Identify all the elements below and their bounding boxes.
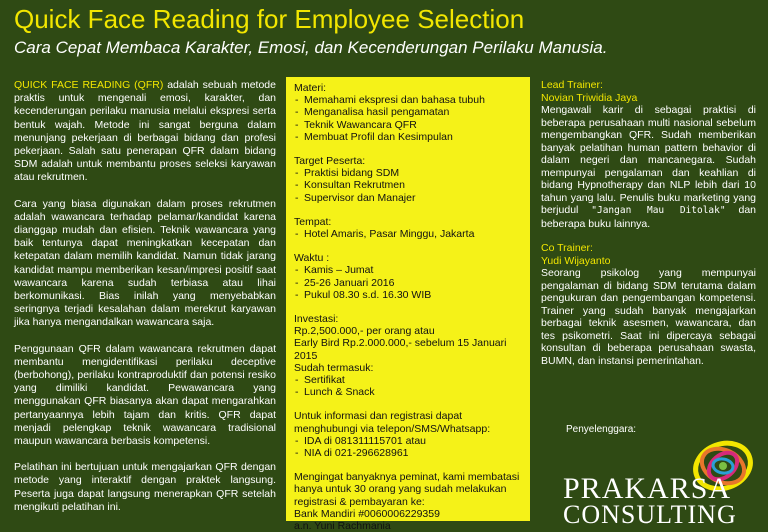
interview-paragraph: Cara yang biasa digunakan dalam proses rekrutmen adalah wawancara terhadap pelamar/kandidat karena dianggap mudah dan efisien. Teknik wawancara yang baik tentunya dapat meningkatkan kecepatan dan ketepatan dalam memilih kandidat. Namun tidak jarang kandidat mampu memberikan kesan/impresi positif saat wawancara karena sudah terbiasa atau lihai berkomunikasi. Bias inilah yang menyebabkan seringnya terjadi kesalahan dalam merekrut karyawan jika hanya mengandalkan wawancara saja. <box>14 197 276 329</box>
list-item: - Membuat Profil dan Kesimpulan <box>294 131 522 143</box>
qfr-usage-paragraph: Penggunaan QFR dalam wawancara rekrutmen dapat membantu mengidentifikasi perilaku deceptive (berbohong), perilaku kontraproduktif dan potensi resiko yang dimiliki kandidat. Pewawancara yang menggunakan QFR biasanya akan dapat mengarahkan pertanyaannya lebih tajam dan kritis. QFR dapat menjadi pelengkap teknik wawancara tradisional maupun wawancara berbasis kompetensi. <box>14 342 276 448</box>
materi-label: Materi: <box>294 82 327 94</box>
tempat-label: Tempat: <box>294 215 332 228</box>
target-section <box>294 155 522 204</box>
list-item: - Sertifikat <box>294 374 522 386</box>
kontak-text: Untuk informasi dan registrasi dapat menghubungi via telepon/SMS/Whatsapp: <box>294 410 491 435</box>
book-title: "Jangan Mau Ditolak" <box>591 205 726 216</box>
investasi-list <box>294 374 522 398</box>
waktu-section <box>294 252 522 301</box>
list-item: - Kamis – Jumat <box>294 264 522 276</box>
tempat-section <box>294 216 522 240</box>
target-list <box>294 167 522 204</box>
target-label: Target Peserta: <box>294 155 366 168</box>
qfr-term: QUICK FACE READING (QFR) <box>14 79 164 91</box>
kontak-section <box>294 410 522 459</box>
page-title: Quick Face Reading for Employee Selection <box>14 4 525 34</box>
list-item: - 25-26 Januari 2016 <box>294 277 522 289</box>
lead-trainer-bio <box>541 104 756 230</box>
tempat-list <box>294 228 522 240</box>
page-subtitle: Cara Cepat Membaca Karakter, Emosi, dan Kecenderungan Perilaku Manusia. <box>14 38 608 57</box>
co-trainer-name: Yudi Wijayanto <box>541 254 611 267</box>
materi-list <box>294 94 522 143</box>
event-info-box <box>286 77 530 532</box>
intro-paragraph <box>14 79 276 185</box>
lead-bio-text: Mengawali karir di sebagai praktisi di beberapa perusahaan multi nasional sebelum mengembangkan QFR. Sudah memberikan banyak pelatihan human pattern behavior di dalam negeri dan mancanegara. Sudah mempunyai pengalaman dan keahlian di bidang Hypnotherapy dan NLP lebih dari 10 tahun yang lalu. Penulis buku marketing yang berjudul <box>541 104 756 216</box>
investasi-text: Rp.2,500.000,- per orang atau Early Bird Rp.2.000.000,- sebelum 15 Januari 2015 Sudah termasuk: <box>294 325 507 374</box>
list-item: - Praktisi bidang SDM <box>294 167 522 179</box>
list-item: - Memahami ekspresi dan bahasa tubuh <box>294 94 522 106</box>
list-item: - Pukul 08.30 s.d. 16.30 WIB <box>294 289 522 301</box>
brand-subname: CONSULTING <box>563 500 737 529</box>
list-item: - Supervisor dan Manajer <box>294 192 522 204</box>
list-item: - Konsultan Rekrutmen <box>294 179 522 191</box>
lead-bio-tail: dan beberapa buku lainnya. <box>541 204 757 230</box>
waktu-list <box>294 264 522 301</box>
materi-section <box>294 82 522 143</box>
kontak-list <box>294 435 522 459</box>
investasi-section <box>294 313 522 398</box>
list-item: - IDA di 081311115701 atau <box>294 435 522 447</box>
co-trainer-role: Co Trainer: <box>541 242 593 254</box>
lead-trainer-name: Novian Triwidia Jaya <box>541 91 638 104</box>
list-item: - Menganalisa hasil pengamatan <box>294 106 522 118</box>
waktu-label: Waktu : <box>294 252 330 265</box>
list-item: - Lunch & Snack <box>294 386 522 398</box>
list-item: - NIA di 021-296628961 <box>294 447 522 459</box>
description-column <box>14 79 276 527</box>
intro-text: adalah sebuah metode praktis untuk mengenali emosi, karakter, dan kecenderungan perilaku manusia melalui ekspresi serta bentuk wajah. Metode ini sangat berguna dalam menunjang pekerjaan di berbagai bidang dan profesi pekerjaan. Salah satu penerapan QFR dalam bidang SDM adalah untuk membantu proses seleksi karyawan atau rekrutmen. <box>14 79 276 184</box>
lead-trainer-role: Lead Trainer: <box>541 79 603 91</box>
registration-note: Mengingat banyaknya peminat, kami membatasi hanya untuk 30 orang yang sudah melakukan registrasi & pembayaran ke: Bank Mandiri #0060006229359 a.n. Yuni Rachmania <box>294 471 520 532</box>
list-item: - Teknik Wawancara QFR <box>294 119 522 131</box>
co-trainer-bio: Seorang psikolog yang mempunyai pengalaman di bidang SDM terutama dalam pengukuran dan pengembangan kompetensi. Trainer yang sudah banyak mengajarkan berbagai teknik asesmen, wawancara, dan tes psikometri. Saat ini dipercaya sebagai konsultan di beberapa perusahaan swasta, BUMN, dan instansi pemerintahan. <box>541 267 756 367</box>
investasi-label: Investasi: <box>294 313 339 326</box>
training-goal-paragraph: Pelatihan ini bertujuan untuk mengajarkan QFR dengan metode yang interaktif dengan praktek langsung. Peserta juga dapat langsung menerapkan QFR setelah mengikuti pelatihan ini. <box>14 461 276 513</box>
brand-name: PRAKARSA <box>563 472 732 505</box>
list-item: - Hotel Amaris, Pasar Minggu, Jakarta <box>294 228 522 240</box>
trainers-column <box>541 79 756 379</box>
organizer-label: Penyelenggara: <box>566 424 637 435</box>
